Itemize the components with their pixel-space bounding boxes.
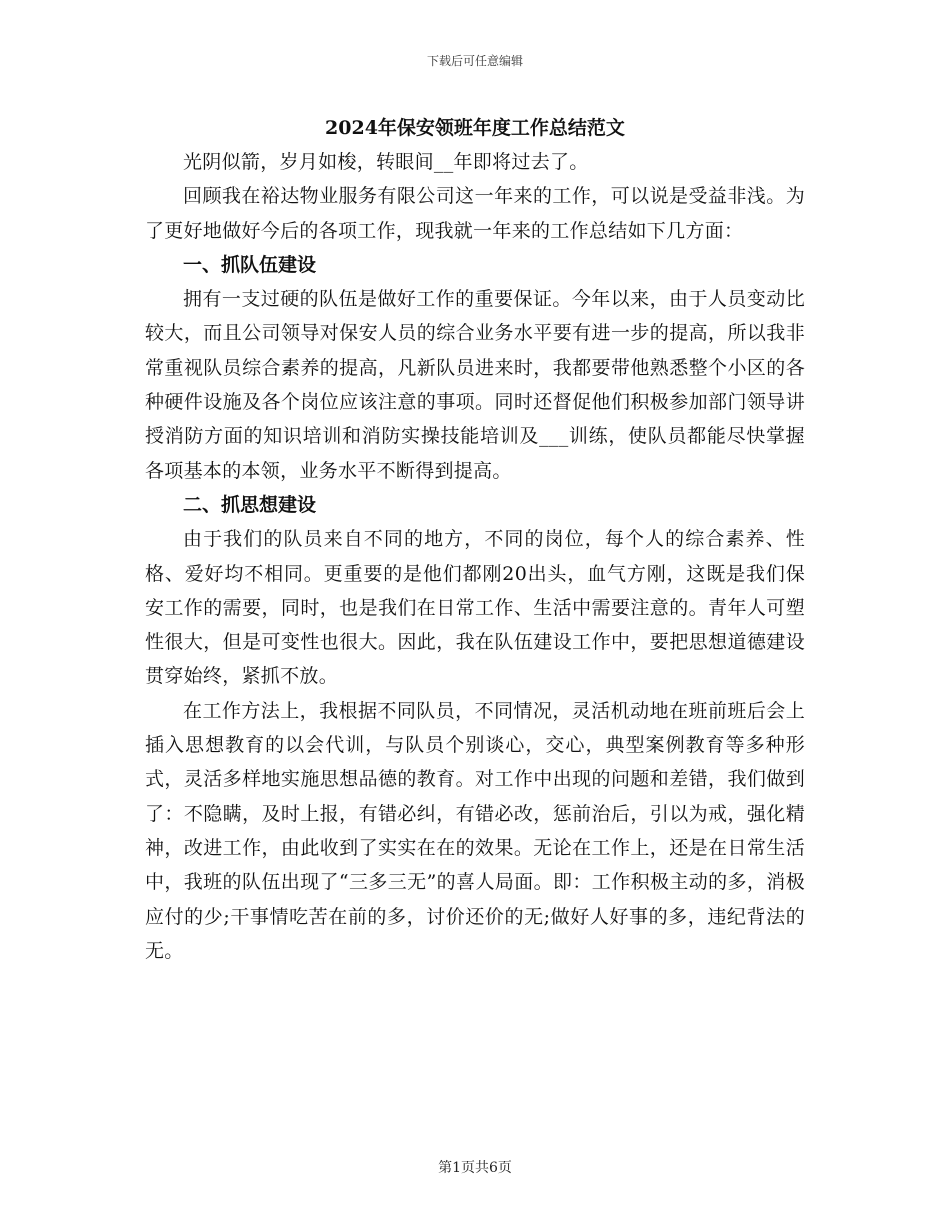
paragraph-review: 回顾我在裕达物业服务有限公司这一年来的工作，可以说是受益非浅。为了更好地做好今后的各项工作，现我就一年来的工作总结如下几方面：: [145, 185, 805, 242]
paragraph-team: 拥有一支过硬的队伍是做好工作的重要保证。今年以来，由于人员变动比较大，而且公司领导对保安人员的综合业务水平要有进一步的提高，所以我非常重视队员综合素养的提高，凡新队员进来时，我都要带他熟悉整个小区的各种硬件设施及各个岗位应该注意的事项。同时还督促他们积极参加部门领导讲授消防方面的知识培训和消防实操技能培训及___训练，使队员都能尽快掌握各项基本的本领，业务水平不断得到提高。: [145, 288, 805, 482]
paragraph-methods: 在工作方法上，我根据不同队员，不同情况，灵活机动地在班前班后会上插入思想教育的以会代训，与队员个别谈心，交心，典型案例教育等多种形式，灵活多样地实施思想品德的教育。对工作中出现的问题和差错，我们做到了：不隐瞒，及时上报，有错必纠，有错必改，惩前治后，引以为戒，强化精神，改进工作，由此收到了实实在在的效果。无论在工作上，还是在日常生活中，我班的队伍出现了“三多三无”的喜人局面。即：工作积极主动的多，消极应付的少;干事情吃苦在前的多，讨价还价的无;做好人好事的多，违纪背法的无。: [145, 699, 805, 962]
page-footer: 第1页共6页: [438, 1160, 512, 1176]
document-body: [145, 112, 805, 968]
document-title: 2024年保安领班年度工作总结范文: [325, 117, 625, 139]
section-heading-ideology: 二、抓思想建设: [183, 493, 317, 516]
section-heading-team: 一、抓队伍建设: [183, 253, 317, 276]
page-header: 下载后可任意编辑: [426, 54, 523, 68]
paragraph-ideology: 由于我们的队员来自不同的地方，不同的岗位，每个人的综合素养、性格、爱好均不相同。更重要的是他们都刚20出头，血气方刚，这既是我们保安工作的需要，同时，也是我们在日常工作、生活中需要注意的。青年人可塑性很大，但是可变性也很大。因此，我在队伍建设工作中，要把思想道德建设贯穿始终，紧抓不放。: [145, 528, 805, 688]
paragraph-intro: 光阴似箭，岁月如梭，转眼间__年即将过去了。: [183, 151, 589, 173]
